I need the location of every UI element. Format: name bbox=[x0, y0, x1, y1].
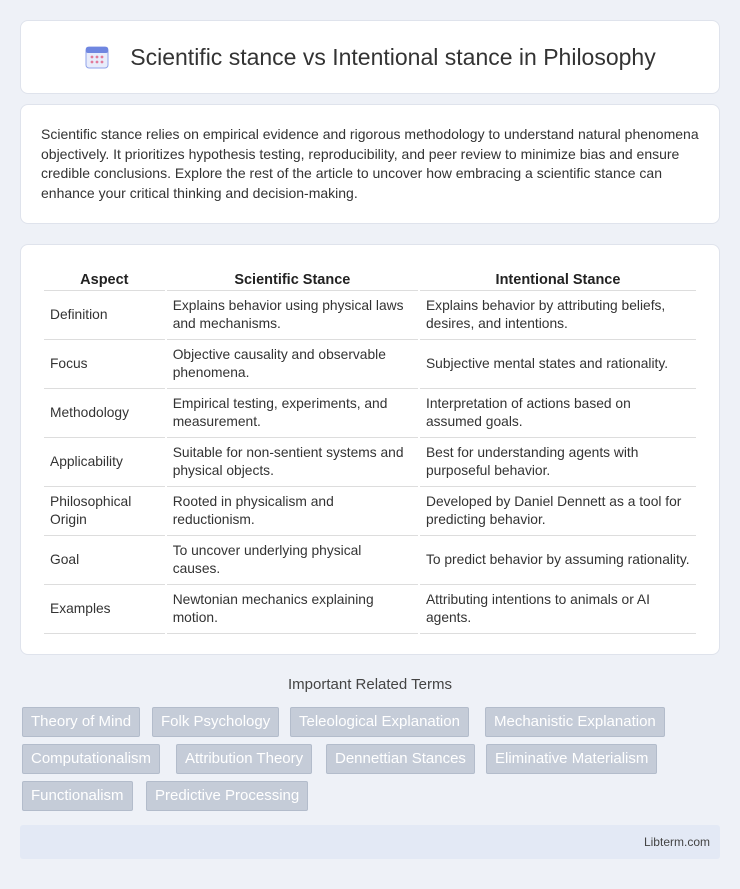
table-row bbox=[44, 291, 696, 340]
cell-intentional: Best for understanding agents with purposeful behavior. bbox=[420, 438, 696, 487]
table-row bbox=[44, 340, 696, 389]
cell-aspect: Goal bbox=[44, 536, 165, 585]
cell-aspect: Focus bbox=[44, 340, 165, 389]
cell-scientific: Objective causality and observable phenomena. bbox=[167, 340, 418, 389]
related-term-tag[interactable]: Dennettian Stances bbox=[326, 744, 475, 774]
page-title: Scientific stance vs Intentional stance in Philosophy bbox=[130, 43, 656, 70]
table-row bbox=[44, 438, 696, 487]
related-term-tag[interactable]: Mechanistic Explanation bbox=[485, 707, 665, 737]
header-aspect: Aspect bbox=[44, 265, 165, 291]
cell-intentional: Subjective mental states and rationality. bbox=[420, 340, 696, 389]
cell-scientific: To uncover underlying physical causes. bbox=[167, 536, 418, 585]
comparison-table bbox=[42, 265, 698, 634]
related-term-tag[interactable]: Teleological Explanation bbox=[290, 707, 469, 737]
table-row bbox=[44, 487, 696, 536]
related-term-tag[interactable]: Functionalism bbox=[22, 781, 133, 811]
table-row bbox=[44, 389, 696, 438]
cell-scientific: Rooted in physicalism and reductionism. bbox=[167, 487, 418, 536]
table-row bbox=[44, 536, 696, 585]
related-terms-title: Important Related Terms bbox=[288, 676, 452, 693]
cell-scientific: Empirical testing, experiments, and measurement. bbox=[167, 389, 418, 438]
related-term-tag[interactable]: Eliminative Materialism bbox=[486, 744, 657, 774]
table-row bbox=[44, 585, 696, 634]
cell-intentional: Attributing intentions to animals or AI agents. bbox=[420, 585, 696, 634]
footer bbox=[20, 825, 720, 859]
intro-card bbox=[20, 104, 720, 224]
header-intentional: Intentional Stance bbox=[420, 265, 696, 291]
header-scientific: Scientific Stance bbox=[167, 265, 418, 291]
cell-scientific: Explains behavior using physical laws and mechanisms. bbox=[167, 291, 418, 340]
related-term-tag[interactable]: Attribution Theory bbox=[176, 744, 312, 774]
comparison-table-card bbox=[20, 244, 720, 655]
title-card bbox=[20, 20, 720, 94]
cell-aspect: Methodology bbox=[44, 389, 165, 438]
calendar-icon bbox=[84, 44, 110, 70]
cell-aspect: Applicability bbox=[44, 438, 165, 487]
cell-intentional: Explains behavior by attributing beliefs, desires, and intentions. bbox=[420, 291, 696, 340]
cell-aspect: Examples bbox=[44, 585, 165, 634]
related-term-tag[interactable]: Folk Psychology bbox=[152, 707, 279, 737]
cell-intentional: To predict behavior by assuming rationality. bbox=[420, 536, 696, 585]
intro-text: Scientific stance relies on empirical evidence and rigorous methodology to understand natural phenomena objectively. It prioritizes hypothesis testing, reproducibility, and peer review to minimize bias and ensure credible conclusions. Explore the rest of the article to uncover how embracing a scientific stance can enhance your critical thinking and decision-making. bbox=[41, 126, 699, 201]
cell-aspect: Definition bbox=[44, 291, 165, 340]
table-header-row bbox=[44, 265, 696, 291]
cell-intentional: Interpretation of actions based on assumed goals. bbox=[420, 389, 696, 438]
cell-aspect: Philosophical Origin bbox=[44, 487, 165, 536]
related-term-tag[interactable]: Predictive Processing bbox=[146, 781, 308, 811]
related-term-tag[interactable]: Theory of Mind bbox=[22, 707, 140, 737]
cell-intentional: Developed by Daniel Dennett as a tool for predicting behavior. bbox=[420, 487, 696, 536]
cell-scientific: Suitable for non-sentient systems and physical objects. bbox=[167, 438, 418, 487]
cell-scientific: Newtonian mechanics explaining motion. bbox=[167, 585, 418, 634]
footer-site-link[interactable]: Libterm.com bbox=[643, 835, 710, 849]
related-term-tag[interactable]: Computationalism bbox=[22, 744, 160, 774]
